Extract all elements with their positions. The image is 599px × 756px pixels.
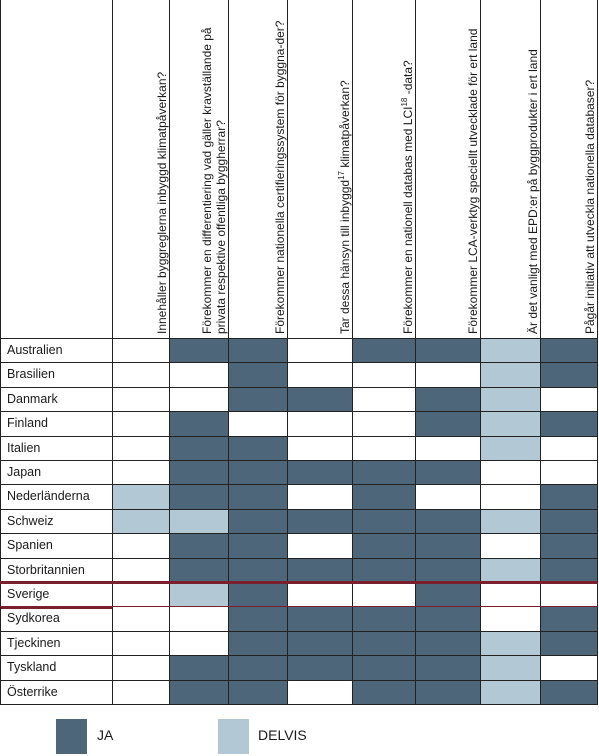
status-cell — [170, 412, 229, 437]
table-row — [0, 461, 598, 485]
status-cell — [416, 510, 481, 534]
country-label: Spanien — [0, 534, 113, 559]
status-cell — [541, 461, 598, 485]
status-cell — [416, 461, 481, 485]
status-cell — [288, 461, 353, 485]
table-row — [0, 534, 598, 559]
country-label: Sverige — [0, 583, 113, 607]
legend-label: DELVIS — [258, 727, 307, 743]
status-cell — [113, 510, 170, 534]
status-cell — [288, 632, 353, 656]
status-cell — [288, 607, 353, 632]
status-cell — [416, 534, 481, 559]
legend-swatch-delvis — [218, 719, 249, 754]
status-cell — [353, 583, 416, 607]
status-cell — [416, 559, 481, 583]
status-cell — [541, 656, 598, 681]
status-cell — [288, 363, 353, 388]
status-cell — [170, 437, 229, 461]
status-cell — [541, 485, 598, 510]
table-row — [0, 632, 598, 656]
status-cell — [170, 363, 229, 388]
status-cell — [288, 681, 353, 705]
status-cell — [541, 607, 598, 632]
status-cell — [113, 388, 170, 412]
country-label: Storbritannien — [0, 559, 113, 583]
status-cell — [170, 534, 229, 559]
status-cell — [416, 412, 481, 437]
country-label: Finland — [0, 412, 113, 437]
status-cell — [170, 485, 229, 510]
status-cell — [229, 437, 288, 461]
status-cell — [353, 388, 416, 412]
status-cell — [229, 339, 288, 363]
status-cell — [113, 632, 170, 656]
table-row — [0, 583, 598, 607]
status-cell — [353, 607, 416, 632]
status-cell — [481, 510, 541, 534]
status-cell — [113, 412, 170, 437]
status-cell — [353, 656, 416, 681]
status-cell — [481, 656, 541, 681]
table-row — [0, 485, 598, 510]
status-cell — [416, 339, 481, 363]
status-cell — [170, 461, 229, 485]
status-cell — [416, 632, 481, 656]
status-cell — [353, 632, 416, 656]
legend-swatch-ja — [56, 719, 87, 754]
status-cell — [416, 388, 481, 412]
status-cell — [170, 510, 229, 534]
status-cell — [229, 485, 288, 510]
status-cell — [353, 363, 416, 388]
country-label: Australien — [0, 339, 113, 363]
status-cell — [229, 607, 288, 632]
status-cell — [481, 559, 541, 583]
table-row — [0, 607, 598, 632]
table-row — [0, 510, 598, 534]
status-cell — [541, 583, 598, 607]
status-cell — [481, 534, 541, 559]
status-cell — [229, 363, 288, 388]
status-cell — [229, 632, 288, 656]
status-cell — [481, 437, 541, 461]
table-row — [0, 559, 598, 583]
country-label: Danmark — [0, 388, 113, 412]
status-cell — [170, 607, 229, 632]
status-cell — [229, 583, 288, 607]
status-cell — [288, 485, 353, 510]
status-cell — [541, 388, 598, 412]
table-row — [0, 363, 598, 388]
country-label: Brasilien — [0, 363, 113, 388]
country-label: Sydkorea — [0, 607, 113, 632]
column-header-7 — [481, 0, 541, 338]
status-cell — [541, 412, 598, 437]
status-cell — [481, 485, 541, 510]
status-cell — [229, 534, 288, 559]
status-cell — [481, 461, 541, 485]
status-cell — [353, 461, 416, 485]
table-row — [0, 388, 598, 412]
status-cell — [229, 559, 288, 583]
status-cell — [170, 681, 229, 705]
status-cell — [113, 583, 170, 607]
status-cell — [353, 510, 416, 534]
status-cell — [353, 534, 416, 559]
status-cell — [541, 339, 598, 363]
status-cell — [481, 583, 541, 607]
status-cell — [229, 681, 288, 705]
status-cell — [113, 607, 170, 632]
status-cell — [353, 559, 416, 583]
column-header-5 — [353, 0, 416, 338]
status-cell — [113, 681, 170, 705]
country-label: Italien — [0, 437, 113, 461]
status-cell — [481, 632, 541, 656]
table-row — [0, 656, 598, 681]
status-cell — [113, 461, 170, 485]
status-cell — [229, 510, 288, 534]
status-cell — [170, 559, 229, 583]
status-cell — [288, 510, 353, 534]
status-cell — [288, 437, 353, 461]
country-label: Nederländerna — [0, 485, 113, 510]
status-cell — [353, 437, 416, 461]
status-cell — [113, 559, 170, 583]
legend-label: JA — [97, 727, 114, 743]
status-cell — [416, 363, 481, 388]
column-header-6 — [416, 0, 481, 338]
country-label: Tjeckinen — [0, 632, 113, 656]
status-cell — [541, 437, 598, 461]
status-cell — [288, 534, 353, 559]
status-cell — [170, 656, 229, 681]
status-cell — [113, 485, 170, 510]
status-cell — [113, 363, 170, 388]
country-label: Tyskland — [0, 656, 113, 681]
status-cell — [541, 681, 598, 705]
status-cell — [541, 510, 598, 534]
status-cell — [481, 412, 541, 437]
status-cell — [288, 559, 353, 583]
column-header-text: Är det vanligt med EPD:er på byggprodukter i ert land — [526, 49, 540, 334]
status-cell — [541, 559, 598, 583]
status-cell — [288, 388, 353, 412]
column-header-4 — [288, 0, 353, 338]
status-cell — [353, 681, 416, 705]
status-cell — [481, 607, 541, 632]
status-cell — [541, 632, 598, 656]
status-cell — [416, 583, 481, 607]
status-cell — [170, 632, 229, 656]
column-header-text: Tar dessa hänsyn till inbyggd$^{17}$ klimatpåverkan? — [337, 80, 352, 334]
status-cell — [481, 681, 541, 705]
status-cell — [416, 437, 481, 461]
status-cell — [288, 339, 353, 363]
column-header-text: Förekommer en nationell databas med LCI$^{18}$ -data? — [400, 60, 415, 334]
status-cell — [288, 656, 353, 681]
country-label: Schweiz — [0, 510, 113, 534]
table-row — [0, 339, 598, 363]
status-cell — [113, 437, 170, 461]
table-row — [0, 681, 598, 705]
column-header-text: Förekommer nationella certifieringssystem för byggna-der? — [273, 20, 287, 334]
column-header-text: Förekommer LCA-verktyg speciellt utvecklade för ert land — [466, 28, 480, 334]
status-cell — [481, 339, 541, 363]
status-cell — [170, 583, 229, 607]
column-header-text: Innehåller byggreglerna inbyggd klimatpåverkan? — [155, 71, 169, 334]
status-cell — [113, 656, 170, 681]
status-cell — [481, 388, 541, 412]
status-cell — [113, 339, 170, 363]
column-header-1 — [113, 0, 170, 338]
status-cell — [416, 656, 481, 681]
column-header-8 — [541, 0, 598, 338]
status-cell — [229, 388, 288, 412]
status-cell — [113, 534, 170, 559]
status-cell — [541, 363, 598, 388]
column-header-3 — [229, 0, 288, 338]
status-cell — [541, 534, 598, 559]
column-header-2 — [170, 0, 229, 338]
highlight-line-top — [0, 581, 598, 584]
status-cell — [288, 583, 353, 607]
status-cell — [229, 656, 288, 681]
status-cell — [170, 339, 229, 363]
table-row — [0, 437, 598, 461]
column-header-text: Förekommer en differentiering vad gäller kravställande på privata respektive offentliga byggherrar? — [200, 27, 228, 334]
status-cell — [353, 412, 416, 437]
status-cell — [416, 607, 481, 632]
country-label: Österrike — [0, 681, 113, 705]
status-cell — [481, 363, 541, 388]
status-cell — [229, 412, 288, 437]
status-cell — [288, 412, 353, 437]
status-cell — [416, 681, 481, 705]
status-cell — [416, 485, 481, 510]
status-cell — [353, 485, 416, 510]
table-row — [0, 412, 598, 437]
status-cell — [353, 339, 416, 363]
header-corner — [0, 0, 113, 338]
column-header-text: Pågår initiativ att utveckla nationella databaser? — [583, 79, 597, 334]
status-cell — [170, 388, 229, 412]
country-label: Japan — [0, 461, 113, 485]
status-cell — [229, 461, 288, 485]
